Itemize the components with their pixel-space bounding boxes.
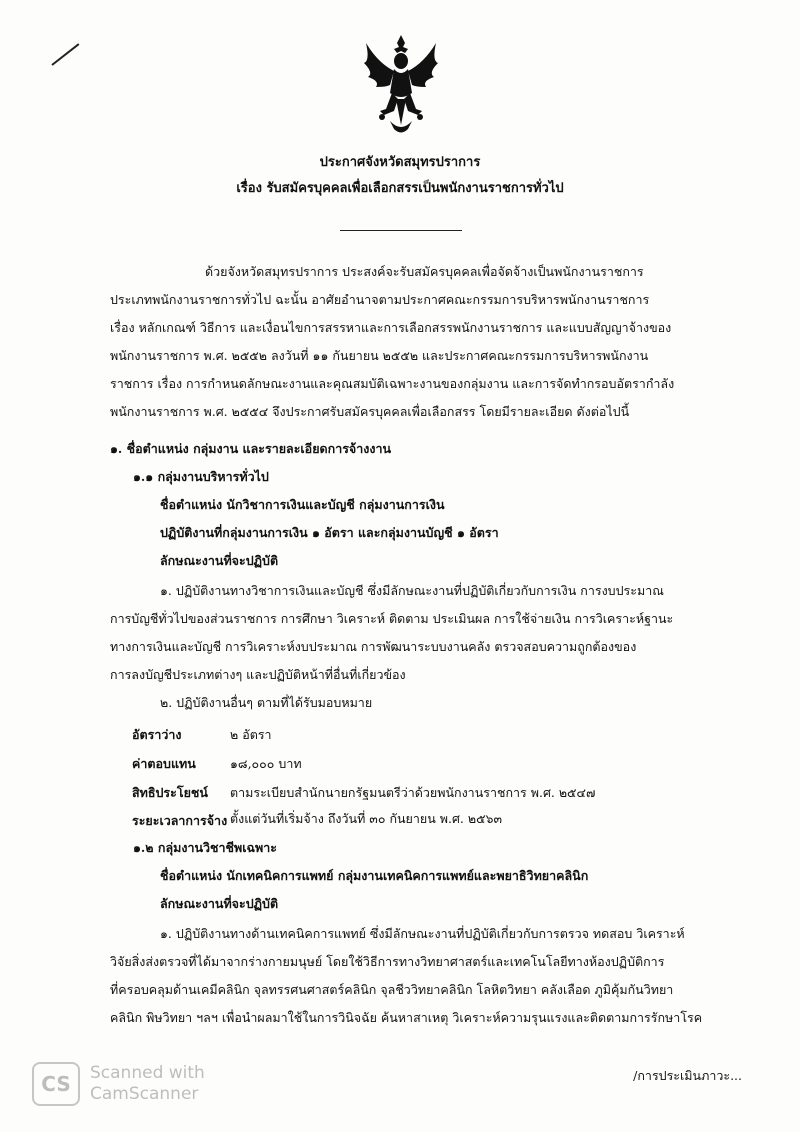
watermark-line-2: CamScanner — [90, 1084, 199, 1104]
group-2-title: ๑.๒ กลุ่มงานวิชาชีพเฉพาะ — [133, 840, 278, 855]
period-value: ตั้งแต่วันที่เริ่มจ้าง ถึงวันที่ ๓๐ กันยายน พ.ศ. ๒๕๖๓ — [230, 811, 503, 826]
garuda-emblem-icon — [356, 33, 446, 138]
group-2-duty-line: วิจัยสิ่งส่งตรวจที่ได้มาจากร่างกายมนุษย์ โดยใช้วิธีการทางวิทยาศาสตร์และเทคโนโลยีทางห้องปฏิบัติการ — [110, 954, 665, 969]
camscanner-watermark — [32, 1062, 205, 1106]
intro-line: ประเภทพนักงานราชการทั่วไป ฉะนั้น อาศัยอำนาจตามประกาศคณะกรรมการบริหารพนักงานราชการ — [110, 292, 650, 307]
group-2-duty-line: ที่ครอบคลุมด้านเคมีคลินิก จุลทรรศนศาสตร์คลินิก จุลชีววิทยาคลินิก โลหิตวิทยา คลังเลือด ภูมิคุ้มกันวิทยา — [110, 982, 674, 997]
intro-line: พนักงานราชการ พ.ศ. ๒๕๕๔ จึงประกาศรับสมัครบุคคลเพื่อเลือกสรร โดยมีรายละเอียด ดังต่อไปนี้ — [110, 404, 630, 419]
camscanner-logo-icon: CS — [32, 1062, 80, 1106]
group-1-title: ๑.๑ กลุ่มงานบริหารทั่วไป — [133, 469, 269, 484]
title-divider — [340, 230, 462, 231]
section-1-title: ๑. ชื่อตำแหน่ง กลุ่มงาน และรายละเอียดการจ้างงาน — [110, 441, 392, 456]
vacancy-label: อัตราว่าง — [132, 727, 182, 742]
intro-line: ด้วยจังหวัดสมุทรปราการ ประสงค์จะรับสมัครบุคคลเพื่อจัดจ้างเป็นพนักงานราชการ — [205, 264, 644, 279]
group-1-duty-line: ทางการเงินและบัญชี การวิเคราะห์งบประมาณ การพัฒนาระบบงานคลัง ตรวจสอบความถูกต้องของ — [110, 639, 637, 654]
benefits-label: สิทธิประโยชน์ — [132, 785, 208, 800]
group-2-position: ชื่อตำแหน่ง นักเทคนิคการแพทย์ กลุ่มงานเทคนิคการแพทย์และพยาธิวิทยาคลินิก — [160, 868, 589, 883]
group-2-duty-line: ๑. ปฏิบัติงานทางด้านเทคนิคการแพทย์ ซึ่งมีลักษณะงานที่ปฏิบัติเกี่ยวกับการตรวจ ทดสอบ วิเคราะห์ — [160, 926, 685, 941]
announcement-subject: เรื่อง รับสมัครบุคคลเพื่อเลือกสรรเป็นพนักงานราชการทั่วไป — [236, 181, 564, 196]
period-label: ระยะเวลาการจ้าง — [132, 813, 228, 828]
salary-label: ค่าตอบแทน — [132, 756, 196, 771]
group-1-placement: ปฏิบัติงานที่กลุ่มงานการเงิน ๑ อัตรา และกลุ่มงานบัญชี ๑ อัตรา — [160, 525, 499, 540]
watermark-text — [90, 1063, 205, 1105]
group-1-duty-line: ๑. ปฏิบัติงานทางวิชาการเงินและบัญชี ซึ่งมีลักษณะงานที่ปฏิบัติเกี่ยวกับการเงิน การงบประมาณ — [160, 583, 664, 598]
intro-line: ราชการ เรื่อง การกำหนดลักษณะงานและคุณสมบัติเฉพาะงานของกลุ่มงาน และการจัดทำกรอบอัตรากำลัง — [110, 376, 675, 391]
intro-line: พนักงานราชการ พ.ศ. ๒๕๕๒ ลงวันที่ ๑๑ กันยายน ๒๕๕๒ และประกาศคณะกรรมการบริหารพนักงาน — [110, 348, 649, 363]
announcement-title: ประกาศจังหวัดสมุทรปราการ — [319, 155, 481, 170]
vacancy-value: ๒ อัตรา — [230, 727, 272, 742]
watermark-line-1: Scanned with — [90, 1063, 205, 1083]
group-1-duty-2: ๒. ปฏิบัติงานอื่นๆ ตามที่ได้รับมอบหมาย — [160, 695, 373, 710]
salary-value: ๑๘,๐๐๐ บาท — [230, 756, 302, 771]
group-2-duty-line: คลินิก พิษวิทยา ฯลฯ เพื่อนำผลมาใช้ในการวินิจฉัย ค้นหาสาเหตุ วิเคราะห์ความรุนแรงและติดตามการรักษาโรค — [110, 1010, 703, 1025]
intro-line: เรื่อง หลักเกณฑ์ วิธีการ และเงื่อนไขการสรรหาและการเลือกสรรพนักงานราชการ และแบบสัญญาจ้างของ — [110, 320, 672, 335]
group-1-duty-line: การลงบัญชีประเภทต่างๆ และปฏิบัติหน้าที่อื่นที่เกี่ยวข้อง — [110, 667, 406, 682]
group-1-duty-line: การบัญชีทั่วไปของส่วนราชการ การศึกษา วิเคราะห์ ติดตาม ประเมินผล การใช้จ่ายเงิน การวิเคราะห์ฐานะ — [110, 611, 674, 626]
group-1-duties-title: ลักษณะงานที่จะปฏิบัติ — [160, 553, 279, 568]
benefits-value: ตามระเบียบสำนักนายกรัฐมนตรีว่าด้วยพนักงานราชการ พ.ศ. ๒๕๔๗ — [230, 785, 596, 800]
continuation-note: /การประเมินภาวะ... — [633, 1068, 742, 1083]
group-2-duties-title: ลักษณะงานที่จะปฏิบัติ — [160, 896, 279, 911]
group-1-position: ชื่อตำแหน่ง นักวิชาการเงินและบัญชี กลุ่มงานการเงิน — [160, 497, 445, 512]
pen-mark — [51, 43, 79, 66]
